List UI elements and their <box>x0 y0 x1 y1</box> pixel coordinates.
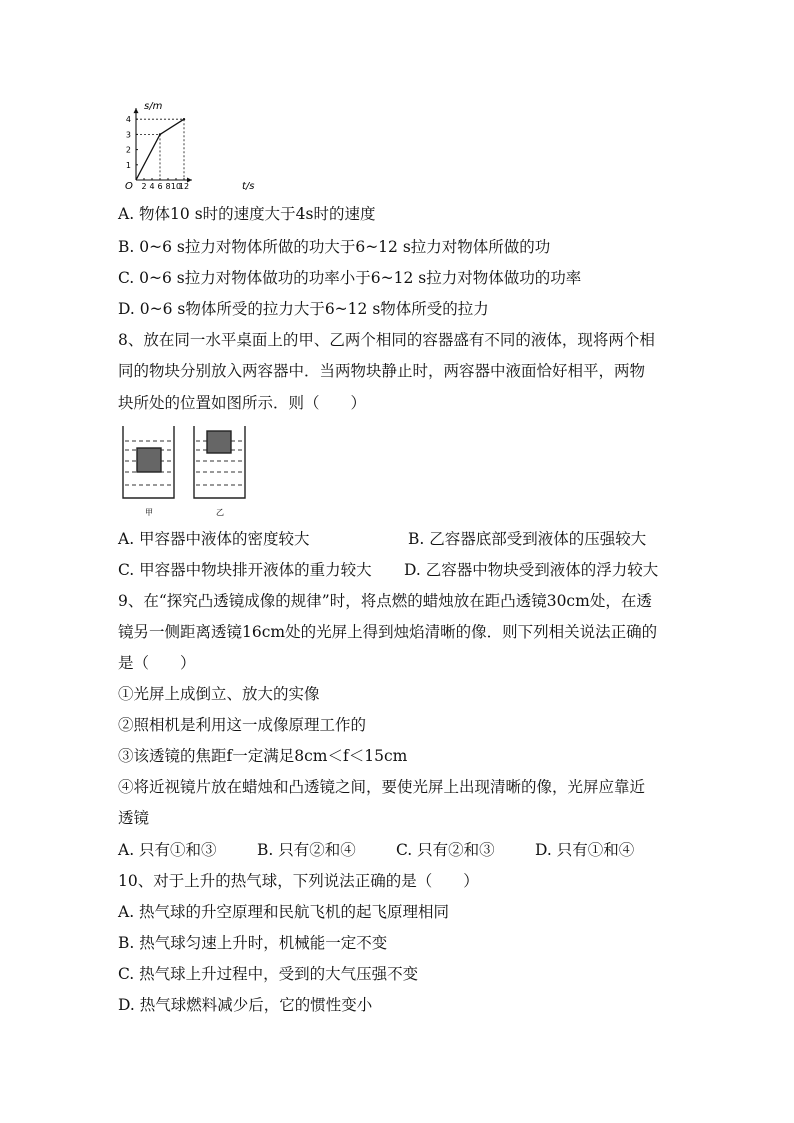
label-jia: 甲 <box>145 508 153 517</box>
q9-statement-4-cont: 透镜 <box>118 809 150 827</box>
x-tick-label: 12 <box>178 182 190 191</box>
q7-option-b: B. 0~6 s拉力对物体所做的功大于6~12 s拉力对物体所做的功 <box>118 238 551 256</box>
block-yi <box>207 431 231 453</box>
q7-option-d: D. 0~6 s物体所受的拉力大于6~12 s物体所受的拉力 <box>118 300 489 318</box>
y-tick-label: 2 <box>125 145 131 155</box>
x-tick-label: 4 <box>149 182 155 191</box>
data-point <box>183 118 185 120</box>
x-tick-label: 8 <box>165 182 171 191</box>
q9-option-a: A. 只有①和③ <box>118 841 217 859</box>
q9-stem-line2: 镜另一侧距离透镜16cm处的光屏上得到烛焰清晰的像．则下列相关说法正确的 <box>118 623 658 641</box>
q7-option-a: A. 物体10 s时的速度大于4s时的速度 <box>118 205 376 223</box>
label-yi: 乙 <box>216 508 224 517</box>
q8-option-c: C. 甲容器中物块排开液体的重力较大 <box>118 561 372 579</box>
q9-statement-2: ②照相机是利用这一成像原理工作的 <box>118 716 367 734</box>
y-tick-label: 4 <box>125 115 131 125</box>
graph-x-label: t/s <box>242 181 255 192</box>
q9-option-b: B. 只有②和④ <box>257 841 356 859</box>
q8-option-b: B. 乙容器底部受到液体的压强较大 <box>408 530 647 548</box>
block-jia <box>137 448 161 472</box>
x-tick-label: 6 <box>157 182 163 191</box>
q10-option-a: A. 热气球的升空原理和民航飞机的起飞原理相同 <box>118 903 450 921</box>
q9-stem-line1: 9、在“探究凸透镜成像的规律”时，将点燃的蜡烛放在距凸透镜30cm处，在透 <box>118 592 652 610</box>
q8-option-d: D. 乙容器中物块受到液体的浮力较大 <box>404 561 659 579</box>
y-tick-label: 3 <box>125 130 131 140</box>
q8-option-a: A. 甲容器中液体的密度较大 <box>118 530 310 548</box>
q10-stem: 10、对于上升的热气球，下列说法正确的是（ ） <box>118 872 479 890</box>
q9-option-c: C. 只有②和③ <box>396 841 495 859</box>
x-tick-label: 10 <box>170 182 182 191</box>
x-tick-label: 2 <box>141 182 147 191</box>
q9-statement-3: ③该透镜的焦距f一定满足8cm＜f＜15cm <box>118 747 408 765</box>
data-point <box>159 133 161 135</box>
st-graph <box>118 96 258 192</box>
q10-option-d: D. 热气球燃料减少后，它的惯性变小 <box>118 996 373 1014</box>
q10-option-c: C. 热气球上升过程中，受到的大气压强不变 <box>118 965 419 983</box>
graph-origin: O <box>125 181 133 192</box>
q8-stem-line2: 同的物块分别放入两容器中．当两物块静止时，两容器中液面恰好相平，两物 <box>118 362 646 380</box>
y-axis-arrow <box>134 108 139 113</box>
q9-statement-1: ①光屏上成倒立、放大的实像 <box>118 685 320 703</box>
q8-stem-line1: 8、放在同一水平桌面上的甲、乙两个相同的容器盛有不同的液体，现将两个相 <box>118 331 655 349</box>
q10-option-b: B. 热气球匀速上升时，机械能一定不变 <box>118 934 388 952</box>
containers-figure <box>118 424 258 520</box>
y-tick-label: 1 <box>125 160 131 170</box>
q9-statement-4: ④将近视镜片放在蜡烛和凸透镜之间，要使光屏上出现清晰的像，光屏应靠近 <box>118 778 646 796</box>
q8-stem-line3: 块所处的位置如图所示．则（ ） <box>118 394 367 412</box>
q9-stem-line3: 是（ ） <box>118 654 196 672</box>
q9-option-d: D. 只有①和④ <box>535 841 635 859</box>
graph-y-label: s/m <box>144 101 163 112</box>
q7-option-c: C. 0~6 s拉力对物体做功的功率小于6~12 s拉力对物体做功的功率 <box>118 269 582 287</box>
